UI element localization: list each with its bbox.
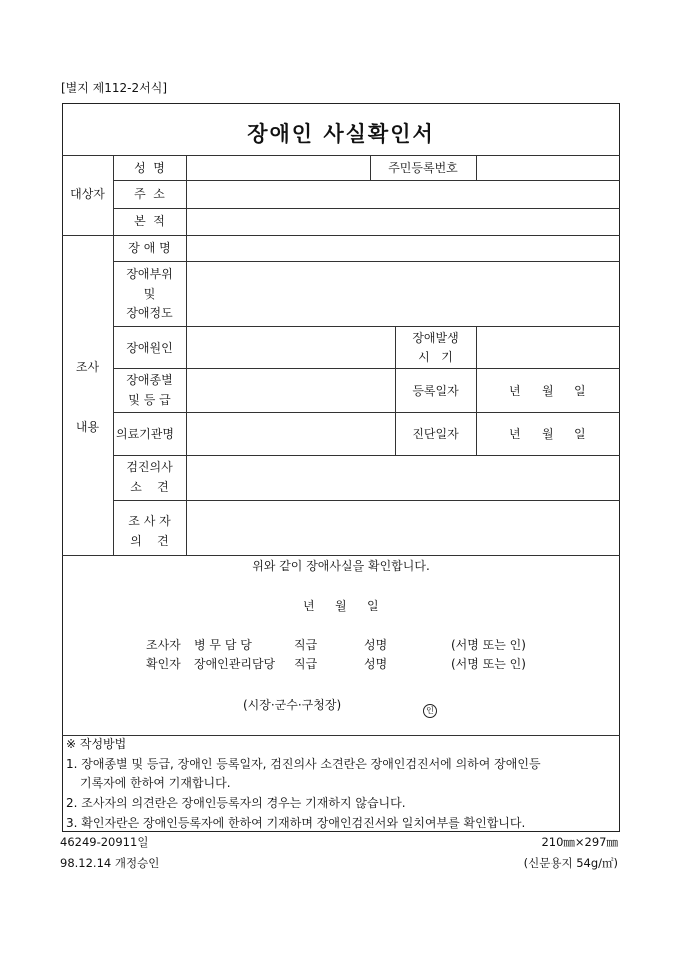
seal-mark <box>423 698 437 718</box>
confirm-year: 년 <box>303 599 315 613</box>
disability-part-label: 및 <box>143 287 156 301</box>
confirmation-statement: 위와 같이 장애사실을 확인합니다. <box>252 559 430 573</box>
instruction-item: 기록자에 한하여 기재합니다. <box>80 776 231 790</box>
disability-name-label: 장 애 명 <box>128 241 171 255</box>
type-grade-field[interactable] <box>187 369 394 411</box>
domicile-field[interactable] <box>187 209 619 234</box>
confirm-day: 일 <box>367 599 379 613</box>
confirmer-dept: 장애인관리담당 <box>194 657 276 671</box>
instructions-heading: ※ 작성방법 <box>66 737 127 751</box>
investigator-name-label: 성명 <box>364 638 388 652</box>
divider <box>62 735 620 736</box>
survey-section-label-2: 내용 <box>75 420 100 434</box>
diagnosis-date-label: 진단일자 <box>412 427 459 441</box>
investigator-role: 조사자 <box>146 638 181 652</box>
investigator-opinion-field[interactable] <box>187 501 619 554</box>
date-year: 년 <box>509 427 521 441</box>
paper-size: 210㎜×297㎜ <box>541 835 618 849</box>
divider <box>62 555 620 556</box>
onset-label: 장애발생 <box>412 331 459 345</box>
disability-part-field[interactable] <box>187 262 619 325</box>
onset-label: 시 기 <box>418 350 453 364</box>
medical-institution-field[interactable] <box>187 413 394 454</box>
confirmer-role: 확인자 <box>146 657 181 671</box>
registration-date-label: 등록일자 <box>412 384 459 398</box>
date-day: 일 <box>574 384 586 398</box>
onset-field[interactable] <box>477 327 619 367</box>
page-title: 장애인 사실확인서 <box>247 121 435 146</box>
form-code: 46249-20911일 <box>60 835 149 849</box>
investigator-dept: 병 무 담 당 <box>194 638 252 652</box>
instruction-item: 3. 확인자란은 장애인등록자에 한하여 기재하며 장애인검진서와 일치여부를 확인합니다. <box>66 816 526 830</box>
paper-type: (신문용지 54g/㎡) <box>523 856 618 870</box>
date-day: 일 <box>574 427 586 441</box>
doctor-opinion-label: 소 견 <box>130 480 169 494</box>
type-grade-label: 및 등 급 <box>128 393 171 407</box>
disability-part-label: 장애정도 <box>126 306 173 320</box>
instruction-item: 2. 조사자의 의견란은 장애인등록자의 경우는 기재하지 않습니다. <box>66 796 406 810</box>
approval-date: 98.12.14 개정승인 <box>60 856 160 870</box>
cause-field[interactable] <box>187 327 394 367</box>
authority-label: (시장·군수·구청장) <box>243 698 342 712</box>
investigator-opinion-label: 의 견 <box>130 534 169 548</box>
form-number: [별지 제112-2서식] <box>61 81 168 95</box>
cause-label: 장애원인 <box>126 341 173 355</box>
investigator-opinion-label: 조 사 자 <box>128 514 171 528</box>
doctor-opinion-label: 검진의사 <box>126 460 173 474</box>
survey-section-label-1: 조사 <box>75 360 100 374</box>
confirmer-position: 직급 <box>294 657 318 671</box>
investigator-position: 직급 <box>294 638 318 652</box>
investigator-sign: (서명 또는 인) <box>451 638 526 652</box>
resident-no-label: 주민등록번호 <box>388 161 458 175</box>
domicile-label: 본 적 <box>134 214 165 228</box>
type-grade-label: 장애종별 <box>126 373 173 387</box>
subject-section-label: 대상자 <box>70 187 105 201</box>
date-year: 년 <box>509 384 521 398</box>
resident-no-field[interactable] <box>477 156 619 179</box>
disability-name-field[interactable] <box>187 236 619 260</box>
disability-part-label: 장애부위 <box>126 267 173 281</box>
name-label: 성 명 <box>134 161 165 175</box>
address-field[interactable] <box>187 181 619 207</box>
doctor-opinion-field[interactable] <box>187 456 619 499</box>
name-field[interactable] <box>187 156 369 179</box>
instruction-item: 1. 장애종별 및 등급, 장애인 등록일자, 검진의사 소견란은 장애인검진서에 의하여 장애인등 <box>66 757 541 771</box>
date-month: 월 <box>542 427 554 441</box>
seal-icon: 인 <box>423 704 437 718</box>
address-label: 주 소 <box>134 187 165 201</box>
confirmer-name-label: 성명 <box>364 657 388 671</box>
confirm-month: 월 <box>335 599 347 613</box>
medical-institution-label: 의료기관명 <box>116 427 174 441</box>
confirmer-sign: (서명 또는 인) <box>451 657 526 671</box>
date-month: 월 <box>542 384 554 398</box>
